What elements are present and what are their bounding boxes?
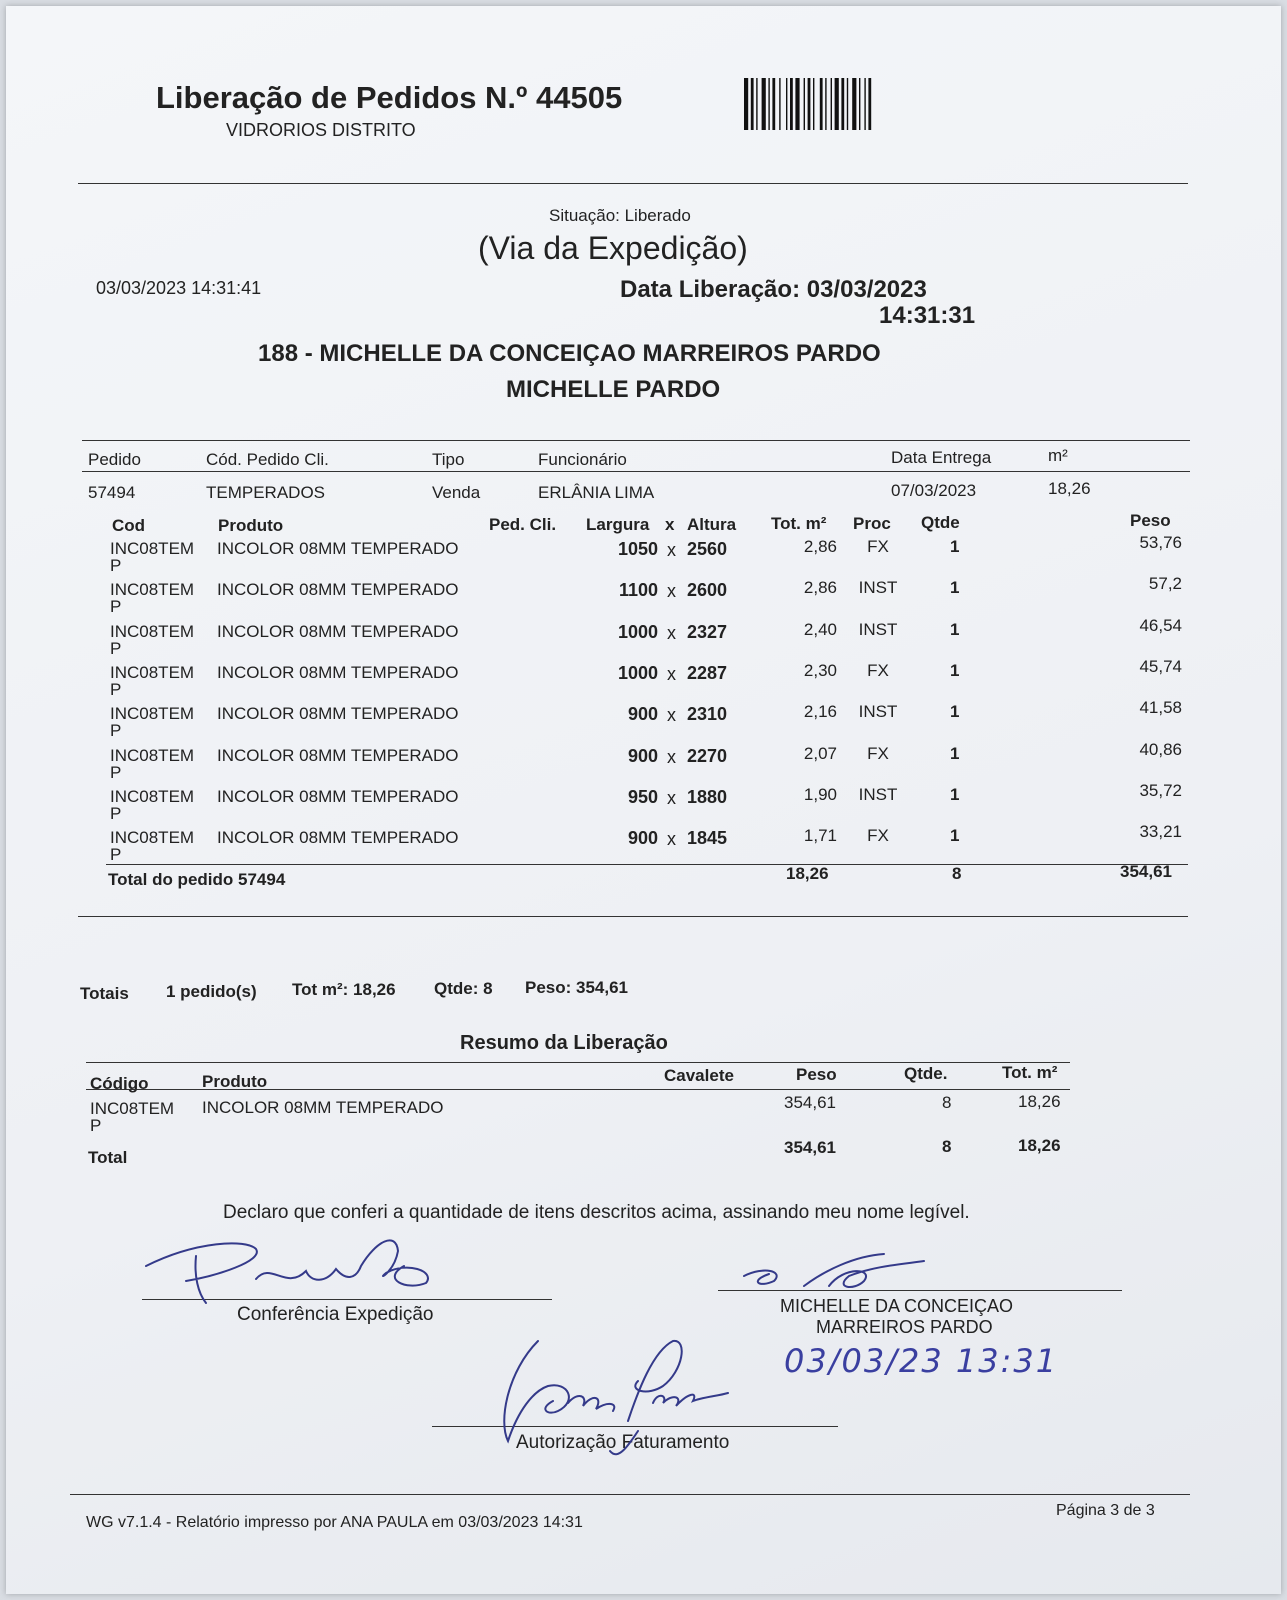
item-product: INCOLOR 08MM TEMPERADO — [217, 828, 459, 848]
order-total-peso: 354,61 — [1120, 862, 1172, 881]
item-code-suffix: P — [110, 721, 122, 741]
item-altura: 2600 — [687, 580, 728, 601]
barcode-bar — [852, 78, 856, 130]
barcode-bar — [808, 78, 811, 130]
item-largura: 900 — [627, 828, 658, 849]
item-code: INC08TEM — [110, 745, 195, 765]
summary-row-tot-m2: 18,26 — [1018, 1092, 1061, 1111]
release-date: Data Liberação: 03/03/2023 — [620, 276, 927, 303]
order-col-tipo: Tipo — [432, 450, 465, 469]
barcode-bar — [756, 78, 757, 130]
item-product: INCOLOR 08MM TEMPERADO — [217, 580, 459, 600]
barcode-bar — [864, 78, 865, 130]
totals-divider — [78, 916, 1188, 917]
order-table-header-rule — [82, 471, 1190, 472]
barcode-bar — [820, 78, 823, 130]
item-product: INCOLOR 08MM TEMPERADO — [217, 621, 459, 641]
barcode-bar — [768, 78, 769, 130]
totals-tot-m2: Tot m²: 18,26 — [292, 980, 396, 999]
order-col-pedido: Pedido — [88, 450, 141, 469]
item-x: x — [667, 663, 676, 684]
item-code-suffix: P — [110, 597, 122, 617]
summary-total-tot-m2: 18,26 — [1018, 1136, 1061, 1155]
item-proc: FX — [867, 537, 889, 556]
item-qtde: 1 — [950, 619, 960, 639]
item-code: INC08TEM — [110, 828, 195, 848]
item-x: x — [667, 829, 676, 850]
item-peso: 57,2 — [1148, 574, 1182, 594]
order-col-funcionario: Funcionário — [538, 450, 627, 469]
signature-label-customer-2: MARREIROS PARDO — [816, 1317, 993, 1337]
item-tot-m2: 2,07 — [803, 743, 837, 763]
items-col-tot-m2: Tot. m² — [771, 514, 827, 533]
barcode-bar — [868, 78, 871, 130]
item-proc: FX — [867, 826, 889, 846]
item-tot-m2: 2,16 — [803, 702, 837, 722]
items-col-largura: Largura — [586, 515, 650, 534]
barcode-bar — [804, 78, 805, 130]
item-peso: 40,86 — [1139, 739, 1182, 759]
item-proc: FX — [867, 743, 889, 763]
items-col-produto: Produto — [218, 516, 284, 535]
item-tot-m2: 2,30 — [803, 660, 837, 680]
barcode-bar — [751, 78, 754, 130]
item-altura: 2270 — [687, 745, 728, 766]
barcode-bar — [825, 78, 826, 130]
summary-total-qtde: 8 — [942, 1137, 952, 1156]
barcode-bar — [813, 78, 814, 130]
summary-row-qtde: 8 — [942, 1093, 952, 1112]
signature-michelle — [734, 1246, 934, 1302]
item-largura: 1000 — [617, 621, 658, 642]
summary-col-cavalete: Cavalete — [664, 1066, 734, 1085]
item-qtde: 1 — [950, 743, 960, 763]
company-name: VIDRORIOS DISTRITO — [226, 120, 416, 140]
item-largura: 900 — [627, 704, 658, 725]
item-proc: INST — [858, 702, 898, 722]
barcode-bar — [841, 78, 844, 130]
item-largura: 1000 — [617, 662, 658, 683]
signature-label-customer-1: MICHELLE DA CONCEIÇAO — [780, 1296, 1014, 1316]
items-col-peso: Peso — [1130, 511, 1171, 530]
item-x: x — [667, 540, 676, 560]
item-peso: 45,74 — [1139, 656, 1182, 676]
order-data-entrega: 07/03/2023 — [891, 481, 977, 500]
item-qtde: 1 — [950, 578, 960, 598]
item-qtde: 1 — [950, 702, 960, 722]
item-code: INC08TEM — [110, 539, 195, 558]
item-code: INC08TEM — [110, 580, 195, 600]
item-code: INC08TEM — [110, 704, 195, 724]
barcode-bar — [786, 78, 787, 130]
summary-row-product: INCOLOR 08MM TEMPERADO — [202, 1098, 444, 1117]
barcode-bar — [772, 78, 775, 130]
barcode-bar — [762, 78, 766, 130]
item-code-suffix: P — [110, 679, 122, 699]
signature-paulo — [136, 1221, 476, 1311]
header-divider — [78, 183, 1188, 184]
order-col-data-entrega: Data Entrega — [891, 448, 992, 467]
item-proc: INST — [858, 619, 898, 639]
item-product: INCOLOR 08MM TEMPERADO — [217, 662, 459, 682]
summary-col-peso: Peso — [796, 1065, 837, 1084]
summary-col-qtde: Qtde. — [904, 1064, 948, 1083]
order-total-qtde: 8 — [952, 864, 962, 883]
summary-col-tot-m2: Tot. m² — [1002, 1063, 1058, 1082]
summary-col-produto: Produto — [202, 1072, 268, 1091]
item-code-suffix: P — [110, 762, 122, 782]
summary-total-label: Total — [88, 1148, 128, 1167]
summary-row-code: INC08TEM — [90, 1099, 175, 1118]
item-code-suffix: P — [110, 803, 122, 823]
item-proc: INST — [858, 578, 898, 598]
signature-label-faturamento: Autorização Faturamento — [516, 1432, 730, 1453]
item-qtde: 1 — [950, 784, 960, 804]
barcode-bar — [847, 78, 848, 130]
order-m2: 18,26 — [1048, 479, 1091, 498]
footer-divider — [70, 1494, 1190, 1495]
items-total-rule — [106, 864, 1188, 865]
item-x: x — [667, 787, 676, 808]
items-col-x: x — [665, 515, 675, 534]
item-code-suffix: P — [110, 556, 122, 575]
item-product: INCOLOR 08MM TEMPERADO — [217, 745, 459, 765]
order-total-m2: 18,26 — [786, 864, 829, 883]
summary-total-peso: 354,61 — [784, 1138, 836, 1157]
item-largura: 900 — [627, 745, 658, 766]
footer-print-info: WG v7.1.4 - Relatório impresso por ANA PAULA em 03/03/2023 14:31 — [86, 1514, 583, 1531]
items-col-proc: Proc — [853, 514, 891, 533]
status-text: Situação: Liberado — [549, 206, 691, 225]
item-altura: 1845 — [687, 828, 728, 849]
summary-col-codigo: Código — [90, 1074, 149, 1093]
item-product: INCOLOR 08MM TEMPERADO — [217, 704, 459, 724]
barcode-bar — [744, 78, 748, 130]
document-page — [6, 6, 1281, 1594]
item-code-suffix: P — [110, 638, 122, 658]
item-code: INC08TEM — [110, 621, 195, 641]
barcode-bar — [795, 78, 799, 130]
item-proc: INST — [858, 784, 898, 804]
item-code: INC08TEM — [110, 786, 195, 806]
item-largura: 950 — [627, 786, 658, 807]
item-qtde: 1 — [950, 826, 960, 846]
barcode-bar — [790, 78, 793, 130]
barcode-bar — [779, 78, 780, 130]
summary-title: Resumo da Liberação — [460, 1032, 668, 1054]
signature-ana-paula — [478, 1331, 748, 1471]
document-title: Liberação de Pedidos N.º 44505 — [156, 80, 623, 115]
item-x: x — [667, 581, 676, 602]
item-code-suffix: P — [110, 845, 122, 865]
item-peso: 33,21 — [1139, 822, 1182, 842]
barcode-bar — [859, 78, 860, 130]
summary-header-rule — [86, 1089, 1070, 1090]
item-x: x — [667, 705, 676, 726]
items-col-altura: Altura — [687, 515, 737, 534]
customer-short-name: MICHELLE PARDO — [506, 376, 721, 403]
totals-pedidos: 1 pedido(s) — [166, 982, 257, 1001]
item-tot-m2: 2,86 — [803, 537, 837, 556]
summary-top-rule — [86, 1062, 1070, 1063]
item-altura: 2287 — [687, 662, 728, 683]
item-altura: 2560 — [687, 539, 728, 559]
totals-qtde: Qtde: 8 — [434, 979, 493, 998]
order-col-m2: m² — [1048, 446, 1068, 465]
summary-row-code-suffix: P — [90, 1116, 102, 1135]
barcode-bar — [831, 78, 832, 130]
item-tot-m2: 2,40 — [803, 619, 837, 639]
item-peso: 35,72 — [1139, 780, 1182, 800]
item-product: INCOLOR 08MM TEMPERADO — [217, 786, 459, 806]
barcode-bar — [835, 78, 839, 130]
footer-page-number: Página 3 de 3 — [1056, 1502, 1155, 1519]
summary-row-peso: 354,61 — [784, 1093, 836, 1112]
item-qtde: 1 — [950, 660, 960, 680]
item-largura: 1100 — [618, 580, 658, 601]
item-code: INC08TEM — [110, 662, 195, 682]
item-qtde: 1 — [950, 537, 960, 556]
order-table-top-rule — [82, 440, 1190, 441]
totals-label: Totais — [80, 984, 129, 1003]
signature-label-expedicao: Conferência Expedição — [237, 1304, 434, 1325]
print-datetime: 03/03/2023 14:31:41 — [96, 278, 262, 298]
item-largura: 1050 — [617, 539, 658, 559]
order-cod-pedido-cli: TEMPERADOS — [206, 483, 326, 502]
order-col-cod-pedido-cli: Cód. Pedido Cli. — [206, 450, 329, 469]
items-col-qtde: Qtde — [921, 513, 960, 532]
handwritten-date: 03/03/23 13:31 — [784, 1342, 1059, 1380]
item-proc: FX — [867, 660, 889, 680]
item-x: x — [667, 746, 676, 767]
item-altura: 2310 — [687, 704, 728, 725]
item-product: INCOLOR 08MM TEMPERADO — [217, 539, 459, 558]
customer-name: 188 - MICHELLE DA CONCEIÇAO MARREIROS PARDO — [258, 340, 881, 367]
order-tipo: Venda — [432, 483, 481, 502]
order-total-label: Total do pedido 57494 — [108, 870, 286, 889]
copy-label: (Via da Expedição) — [478, 230, 748, 266]
item-tot-m2: 1,90 — [803, 784, 837, 804]
items-col-cod: Cod — [112, 516, 146, 535]
item-peso: 46,54 — [1139, 615, 1182, 635]
barcode-icon — [742, 76, 940, 132]
item-altura: 2327 — [687, 621, 728, 642]
release-time: 14:31:31 — [879, 302, 976, 329]
order-funcionario: ERLÂNIA LIMA — [538, 483, 655, 502]
item-tot-m2: 2,86 — [803, 578, 837, 598]
declaration-text: Declaro que conferi a quantidade de itens descritos acima, assinando meu nome legível. — [223, 1202, 970, 1223]
items-col-ped-cli: Ped. Cli. — [489, 515, 557, 534]
item-peso: 41,58 — [1139, 698, 1182, 718]
item-altura: 1880 — [687, 786, 728, 807]
order-pedido: 57494 — [88, 483, 136, 502]
item-x: x — [667, 622, 676, 643]
item-peso: 53,76 — [1139, 533, 1182, 552]
totals-peso: Peso: 354,61 — [525, 978, 629, 997]
item-tot-m2: 1,71 — [803, 826, 837, 846]
